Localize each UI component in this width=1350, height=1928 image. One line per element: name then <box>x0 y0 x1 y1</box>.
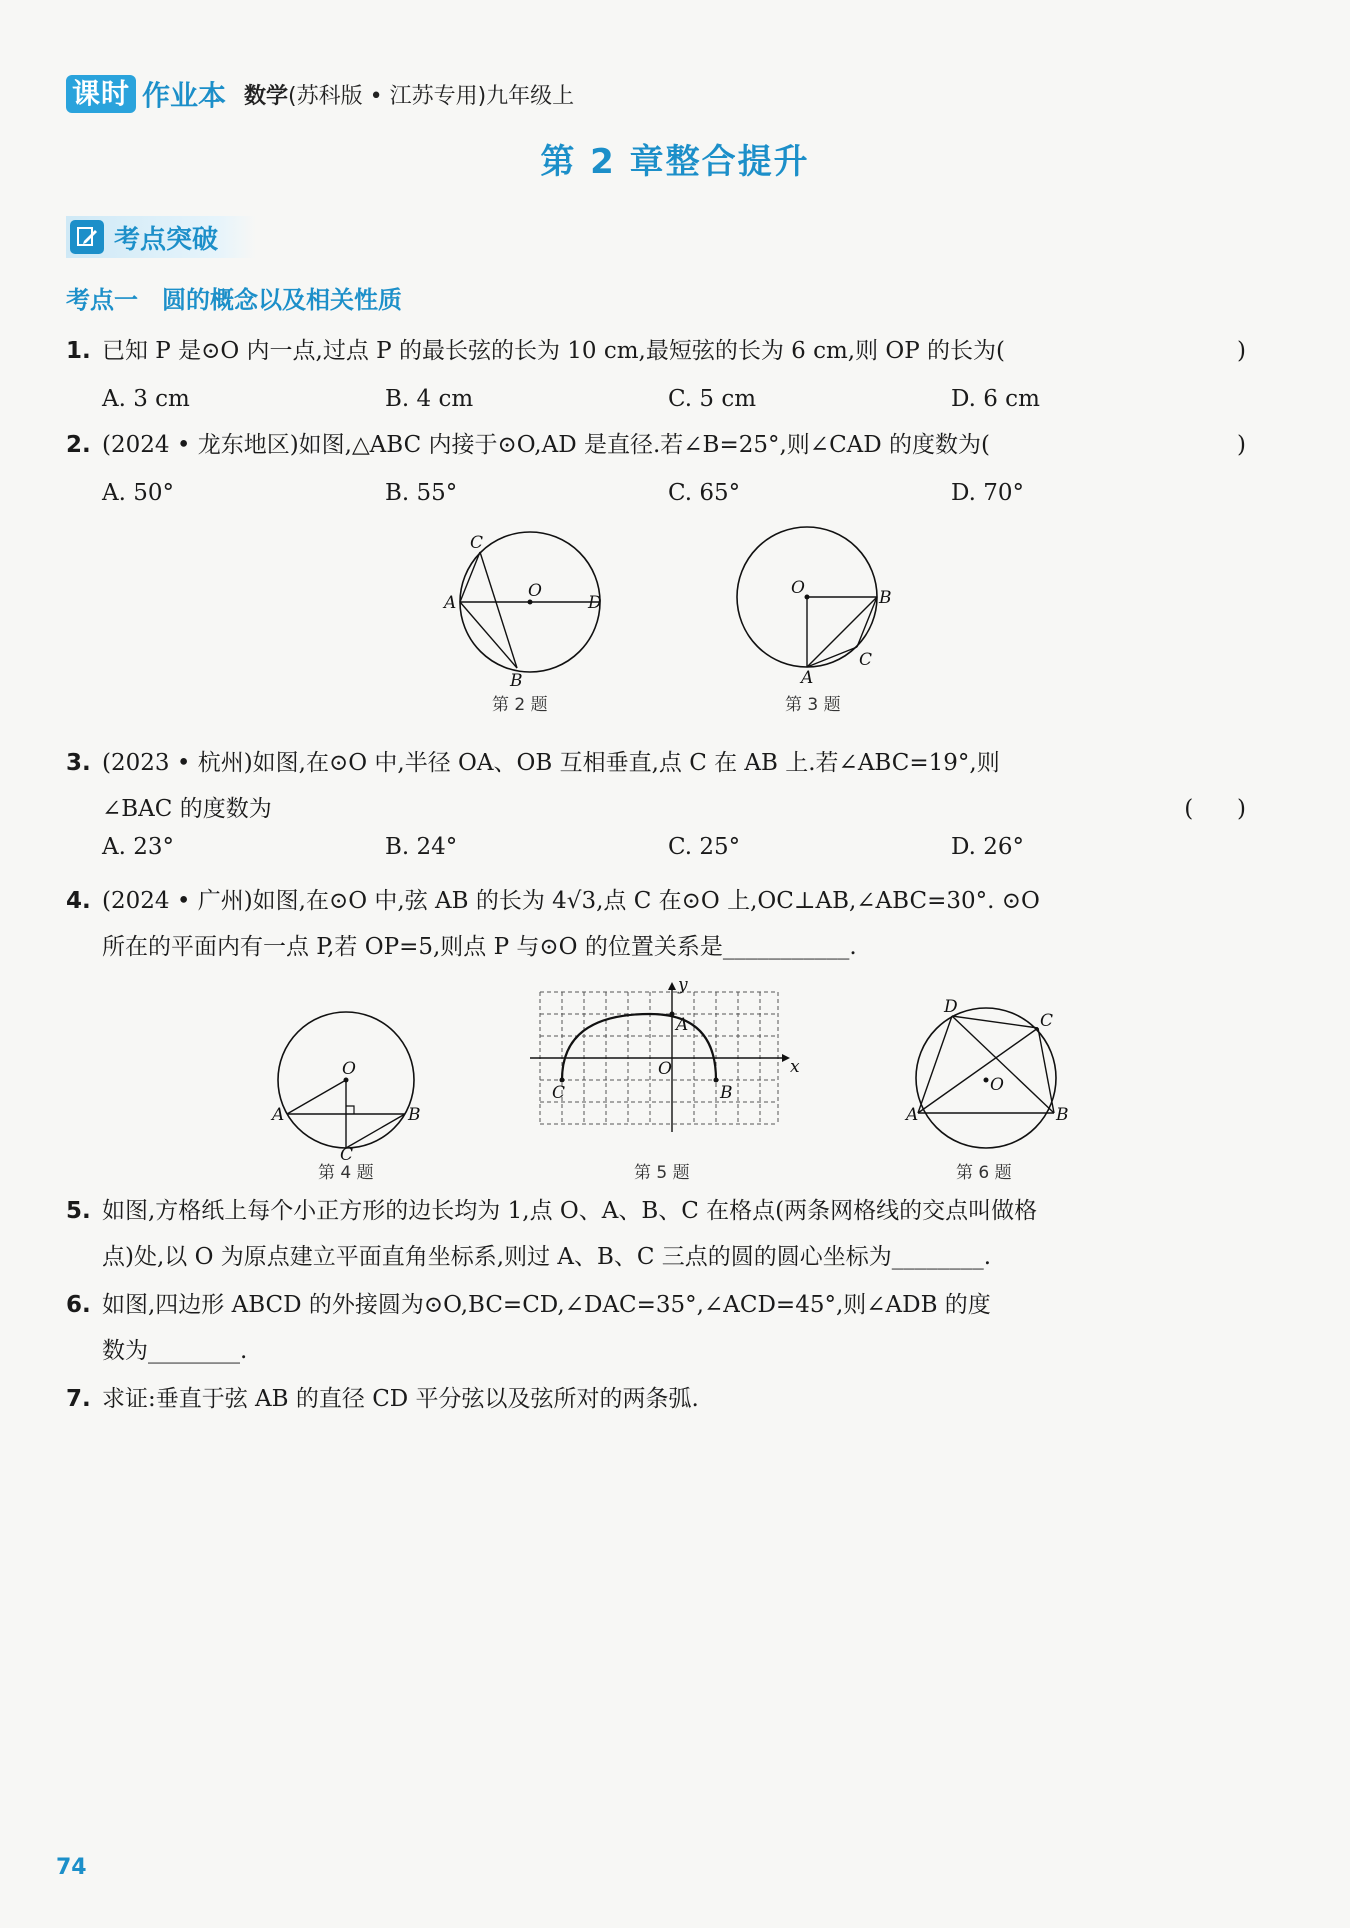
pencil-icon <box>70 220 104 254</box>
label-a: A <box>444 593 457 613</box>
label-y: y <box>678 975 688 995</box>
label-b: B <box>408 1105 421 1125</box>
figure-2 <box>430 530 610 715</box>
question-text: (2024 • 广州)如图,在⊙O 中,弦 AB 的长为 4√3,点 C 在⊙O 上,OC⊥AB,∠ABC=30°. ⊙O <box>102 888 1040 914</box>
label-a: A <box>906 1105 919 1125</box>
question-text: (2024 • 龙东地区)如图,△ABC 内接于⊙O,AD 是直径.若∠B=25°,则∠CAD 的度数为( <box>102 432 991 458</box>
caption-2: 第 2 题 <box>492 695 548 715</box>
logo-text: 作业本 <box>142 79 227 112</box>
option-a[interactable]: A. 3 cm <box>102 386 190 412</box>
label-a: A <box>801 668 814 688</box>
option-d[interactable]: D. 26° <box>951 834 1025 860</box>
label-o: O <box>658 1059 672 1079</box>
question-1 <box>66 328 1246 374</box>
option-b[interactable]: B. 24° <box>385 834 458 860</box>
option-b[interactable]: B. 55° <box>385 480 458 506</box>
label-c: C <box>470 533 484 553</box>
subject-line <box>244 79 574 110</box>
question-6 <box>66 1282 1246 1328</box>
question-number: 2. <box>66 432 91 458</box>
option-c[interactable]: C. 5 cm <box>668 386 757 412</box>
answer-paren: ) <box>1237 338 1246 364</box>
label-c: C <box>859 650 873 670</box>
caption-5: 第 5 题 <box>634 1163 690 1183</box>
label-d: D <box>944 997 958 1017</box>
subject-name: 数学 <box>244 83 289 109</box>
option-d[interactable]: D. 6 cm <box>951 386 1040 412</box>
question-number: 1. <box>66 338 91 364</box>
question-3 <box>66 740 1246 786</box>
question-text: 如图,四边形 ABCD 的外接圆为⊙O,BC=CD,∠DAC=35°,∠ACD=45°,则∠ADB 的度 <box>102 1292 991 1318</box>
options-3 <box>102 834 1242 860</box>
option-c[interactable]: C. 65° <box>668 480 741 506</box>
logo: 课时 <box>66 75 136 113</box>
options-1 <box>102 386 1242 412</box>
question-7 <box>66 1376 1246 1422</box>
figure-5-diagram <box>528 975 808 1140</box>
options-2 <box>102 480 1242 506</box>
section-label: 考点突破 <box>114 224 219 255</box>
figure-3-diagram <box>735 525 892 688</box>
question-text: 如图,方格纸上每个小正方形的边长均为 1,点 O、A、B、C 在格点(两条网格线的交点叫做格 <box>102 1198 1038 1224</box>
question-text: 求证:垂直于弦 AB 的直径 CD 平分弦以及弦所对的两条弧. <box>102 1386 699 1412</box>
question-text: 数为________. <box>102 1338 248 1364</box>
question-5-line2 <box>66 1234 1246 1280</box>
question-text: ∠BAC 的度数为 <box>102 796 272 822</box>
question-number: 3. <box>66 750 91 776</box>
label-o: O <box>990 1075 1004 1095</box>
topic-heading <box>66 280 402 315</box>
question-6-line2 <box>66 1328 1246 1374</box>
figure-6 <box>906 997 1076 1183</box>
chapter-title: 第 2 章整合提升 <box>540 142 810 182</box>
question-text: 点)处,以 O 为原点建立平面直角坐标系,则过 A、B、C 三点的圆的圆心坐标为________. <box>102 1244 992 1270</box>
label-c: C <box>552 1083 566 1103</box>
option-c[interactable]: C. 25° <box>668 834 741 860</box>
question-number: 7. <box>66 1386 91 1412</box>
answer-paren: ) <box>1237 432 1246 458</box>
label-o: O <box>791 578 805 598</box>
subject-edition: (苏科版 • 江苏专用)九年级上 <box>288 83 575 109</box>
page-number: 74 <box>56 1855 87 1880</box>
question-3-line2 <box>66 786 1246 832</box>
question-2 <box>66 422 1246 468</box>
question-text: 已知 P 是⊙O 内一点,过点 P 的最长弦的长为 10 cm,最短弦的长为 6 cm,则 OP 的长为( <box>102 338 1006 364</box>
question-number: 4. <box>66 888 91 914</box>
option-d[interactable]: D. 70° <box>951 480 1025 506</box>
section-banner <box>66 216 256 258</box>
figure-3 <box>735 525 892 715</box>
topic-name: 考点一 <box>66 286 138 314</box>
figure-2-diagram <box>430 530 610 690</box>
option-b[interactable]: B. 4 cm <box>385 386 474 412</box>
label-o: O <box>528 581 542 601</box>
label-x: x <box>790 1057 800 1077</box>
question-5 <box>66 1188 1246 1234</box>
label-c: C <box>1040 1011 1054 1031</box>
label-b: B <box>720 1083 733 1103</box>
label-b: B <box>510 671 523 691</box>
figure-6-diagram <box>906 998 1076 1158</box>
label-b: B <box>879 588 892 608</box>
figure-5 <box>528 975 808 1183</box>
caption-6: 第 6 题 <box>956 1163 1012 1183</box>
option-a[interactable]: A. 23° <box>102 834 174 860</box>
header <box>66 74 574 114</box>
label-a: A <box>676 1015 689 1035</box>
question-4 <box>66 878 1246 924</box>
caption-3: 第 3 题 <box>785 695 841 715</box>
label-o: O <box>342 1059 356 1079</box>
label-b: B <box>1056 1105 1069 1125</box>
label-a: A <box>272 1105 285 1125</box>
question-4-line2 <box>66 924 1246 970</box>
figure-4 <box>270 1000 430 1183</box>
topic-title: 圆的概念以及相关性质 <box>162 286 402 314</box>
question-text: 所在的平面内有一点 P,若 OP=5,则点 P 与⊙O 的位置关系是___________. <box>102 934 857 960</box>
figure-4-diagram <box>270 1000 430 1165</box>
label-d: D <box>588 593 602 613</box>
question-text: (2023 • 杭州)如图,在⊙O 中,半径 OA、OB 互相垂直,点 C 在 AB 上.若∠ABC=19°,则 <box>102 750 1000 776</box>
option-a[interactable]: A. 50° <box>102 480 174 506</box>
caption-4: 第 4 题 <box>318 1163 374 1183</box>
question-number: 6. <box>66 1292 91 1318</box>
label-c: C <box>340 1145 354 1165</box>
answer-paren: ( ) <box>1184 796 1246 822</box>
question-number: 5. <box>66 1198 91 1224</box>
